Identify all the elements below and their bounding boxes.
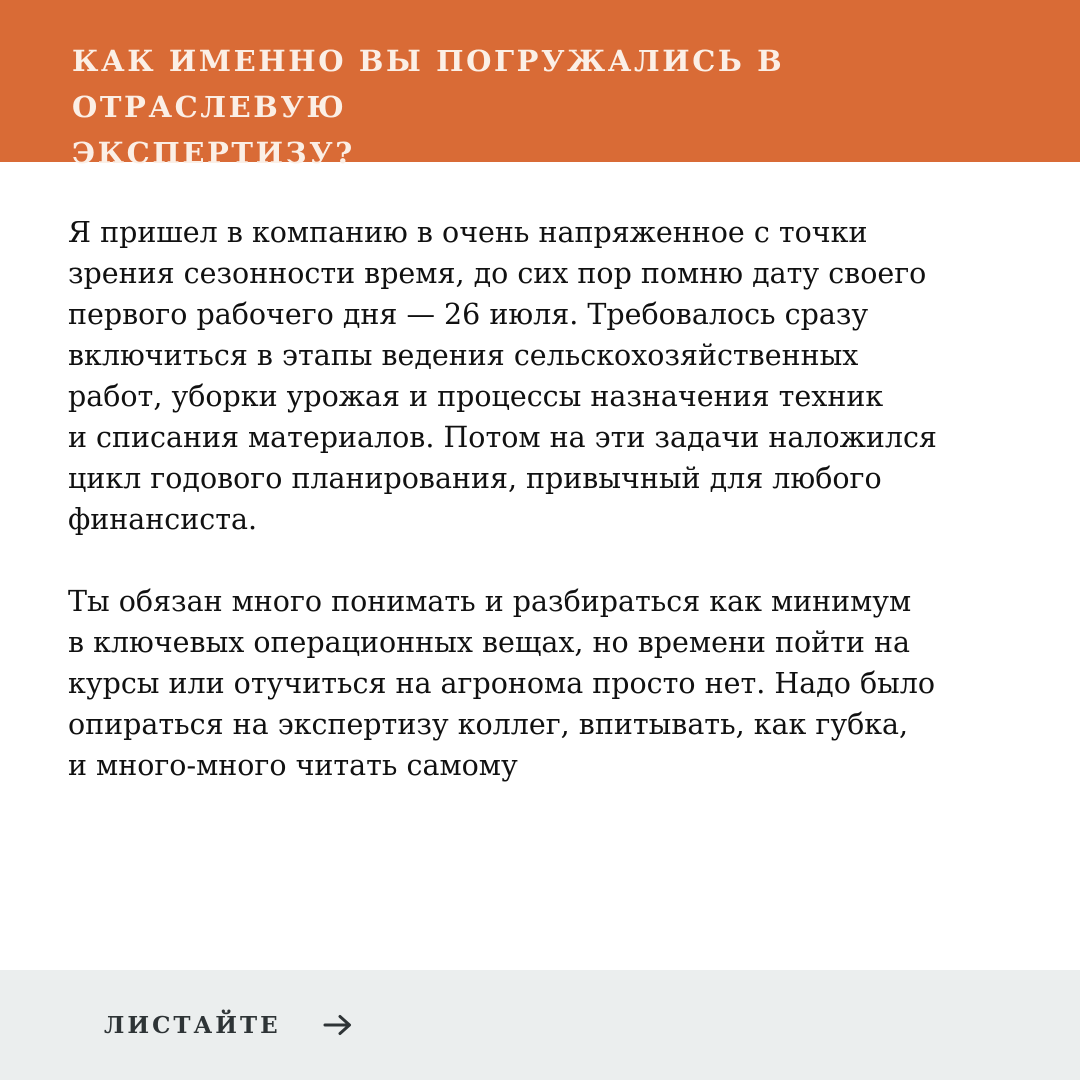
scroll-label: ЛИСТАЙТЕ [104,1011,281,1039]
arrow-right-icon [323,1014,353,1036]
main-content [68,212,1028,786]
header-banner [0,0,1080,170]
footer-bar [0,970,1080,1080]
scroll-next-button[interactable] [104,970,353,1080]
paragraph-2: Ты обязан много понимать и разбираться как минимум в ключевых операционных вещах, но времени пойти на курсы или отучиться на агронома просто нет. Надо было опираться на экспертизу коллег, впитывать, как губка, и много-много читать самому [68,585,936,782]
header-title: КАК ИМЕННО ВЫ ПОГРУЖАЛИСЬ В ОТРАСЛЕВУЮ ЭКСПЕРТИЗУ? [72,44,785,170]
paragraph-1: Я пришел в компанию в очень напряженное с точки зрения сезонности время, до сих пор помню дату своего первого рабочего дня — 26 июля. Требовалось сразу включиться в этапы ведения сельскохозяйственных работ, уборки урожая и процессы назначения техник и списания материалов. Потом на эти задачи наложился цикл годового планирования, привычный для любого финансиста. [68,216,937,536]
